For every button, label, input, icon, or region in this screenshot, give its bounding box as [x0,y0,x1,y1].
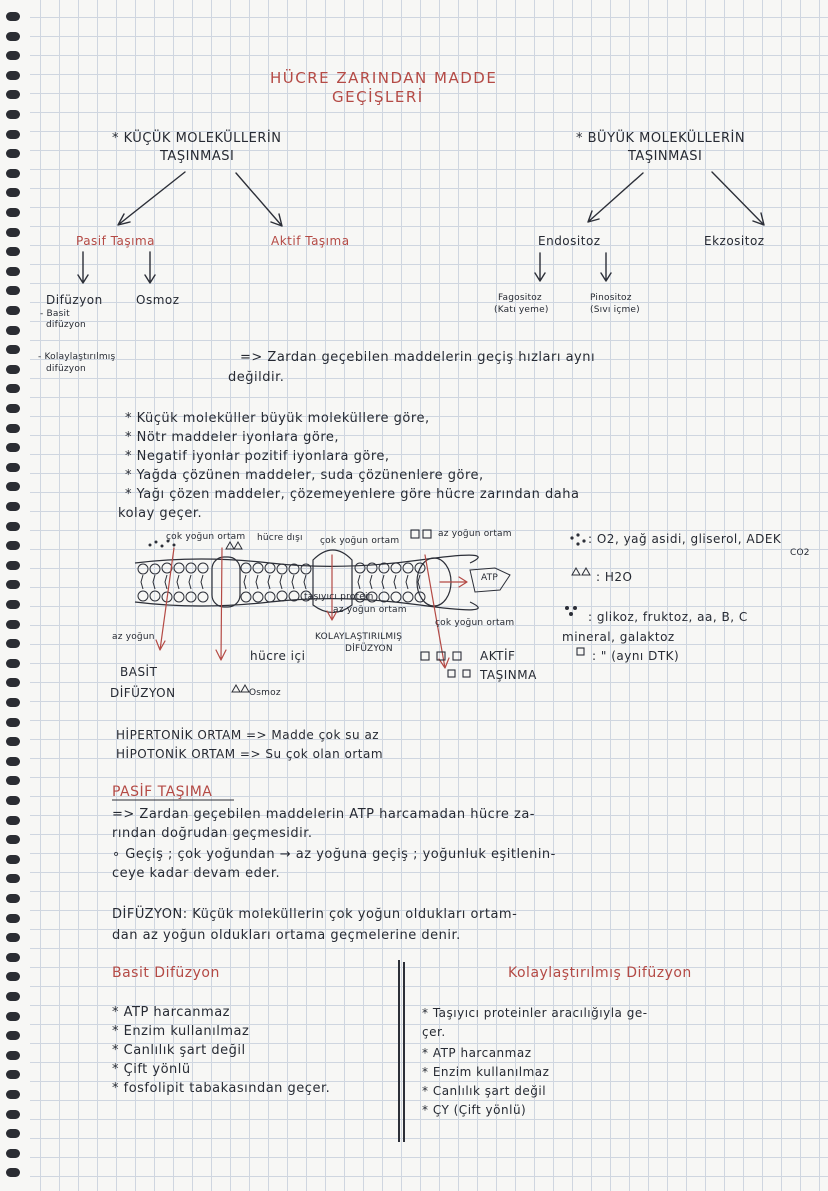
small-molecules-heading-2: TAŞINMASI [160,149,235,164]
passive-line-2: rından doğrudan geçmesidir. [112,826,313,841]
rule-6: kolay geçer. [118,506,203,521]
atp-label: ATP [481,573,498,583]
page-title-line2: GEÇİŞLERİ [332,88,424,106]
rule-5: * Yağı çözen maddeler, çözemeyenlere göre hücre zarından daha [125,487,580,502]
facilitated-item-5: * Canlılık şart değil [422,1084,547,1098]
legend-row-4: : " (aynı DTK) [592,649,680,663]
legend-row-2: : H2O [596,570,633,584]
small-molecules-heading: * KÜÇÜK MOLEKÜLLERİN [112,131,282,146]
comparison-divider-1 [398,960,400,1142]
arrow-to-active [236,173,282,226]
simple-item-1: * ATP harcanmaz [112,1005,230,1020]
less-dense-label: az yoğun [112,632,155,642]
simple-item-5: * fosfolipit tabakasından geçer. [112,1081,331,1096]
phagocytosis-node: Fagositoz [498,293,542,303]
rate-note-2: değildir. [228,370,285,385]
pinocytosis-node: Pinositoz [590,293,632,303]
facilitated-item-3: * ATP harcanmaz [422,1046,532,1060]
diffusion-definition-2: dan az yoğun oldukları ortama geçmelerine denir. [112,928,461,943]
simple-item-2: * Enzim kullanılmaz [112,1024,250,1039]
channel-protein [212,557,240,607]
less-dense-top-label: az yoğun ortam [438,529,512,539]
legend-row-1-sub: CO2 [790,548,810,558]
simple-diffusion-node-2: difüzyon [46,320,86,330]
active-transport-label-2: TAŞINMA [480,668,537,682]
page-title: HÜCRE ZARINDAN MADDE [270,69,498,87]
carrier-protein-label: taşıyıcı protein [304,592,374,602]
facilitated-item-6: * ÇY (Çift yönlü) [422,1103,527,1117]
passive-line-3: ∘ Geçiş ; çok yoğundan → az yoğuna geçiş ; yoğunluk eşitlenin- [112,847,556,862]
comparison-divider-2 [403,962,405,1142]
large-molecules-heading-2: TAŞINMASI [628,149,703,164]
dense-medium-label: çok yoğun ortam [166,532,246,542]
inside-cell-label: hücre içi [250,649,306,663]
facilitated-label-2: DİFÜZYON [345,644,393,654]
arrow-to-endocytosis [588,173,643,222]
diffusion-node: Difüzyon [46,293,103,307]
simple-diffusion-label: BASİT [120,665,158,679]
simple-diffusion-label-2: DİFÜZYON [110,686,176,700]
passive-section-heading: PASİF TAŞIMA [112,784,213,800]
diffusion-definition: DİFÜZYON: Küçük moleküllerin çok yoğun oldukları ortam- [112,907,518,922]
outside-cell-label: hücre dışı [257,533,303,543]
arrow-to-osmosis [145,252,155,283]
facilitated-diffusion-node-2: difüzyon [46,364,86,374]
arrow-to-pinocytosis [601,253,611,281]
facilitated-label: KOLAYLAŞTIRILMIŞ [315,632,403,642]
arrow-to-exocytosis [712,172,764,225]
arrow-to-phagocytosis [535,253,545,281]
simple-item-4: * Çift yönlü [112,1062,191,1077]
facilitated-item-4: * Enzim kullanılmaz [422,1065,550,1079]
legend-row-3: : glikoz, fruktoz, aa, B, C [588,610,748,624]
active-transport-node: Aktif Taşıma [271,234,350,248]
legend-row-1: : O2, yağ asidi, gliserol, ADEK [588,532,782,546]
rate-note: => Zardan geçebilen maddelerin geçiş hızları aynı [240,350,596,365]
large-molecules-heading: * BÜYÜK MOLEKÜLLERİN [576,131,746,146]
phagocytosis-node-2: (Katı yeme) [494,305,549,315]
exocytosis-node: Ekzositoz [704,234,765,248]
dense-right-label: çok yoğun ortam [435,618,515,628]
hypertonic-line: HİPERTONİK ORTAM => Madde çok su az [116,728,380,742]
passive-transport-node: Pasif Taşıma [76,234,156,248]
arrow-to-passive [118,172,185,225]
arrow-to-diffusion [78,252,88,283]
rule-4: * Yağda çözünen maddeler, suda çözünenlere göre, [125,468,484,483]
rule-2: * Nötr maddeler iyonlara göre, [125,430,340,445]
osmosis-label: Osmoz [249,688,281,698]
simple-diffusion-node: - Basit [40,309,70,319]
dense-medium-label-2: çok yoğun ortam [320,536,400,546]
rule-3: * Negatif iyonlar pozitif iyonlara göre, [125,449,390,464]
facilitated-diffusion-node: - Kolaylaştırılmış [38,352,116,362]
osmosis-node: Osmoz [136,293,180,307]
endocytosis-node: Endositoz [538,234,601,248]
facilitated-item-2: çer. [422,1025,446,1039]
cell-membrane [135,550,478,613]
pinocytosis-node-2: (Sıvı içme) [590,305,640,315]
passive-line-1: => Zardan geçebilen maddelerin ATP harcamadan hücre za- [112,807,535,822]
legend-row-3-2: mineral, galaktoz [562,630,675,644]
facilitated-item-1: * Taşıyıcı proteinler aracılığıyla ge- [422,1006,648,1020]
simple-item-3: * Canlılık şart değil [112,1043,246,1058]
hypotonic-line: HİPOTONİK ORTAM => Su çok olan ortam [116,747,384,761]
active-transport-label: AKTİF [480,649,516,663]
passive-line-4: ceye kadar devam eder. [112,866,281,881]
facilitated-diffusion-heading: Kolaylaştırılmış Difüzyon [508,965,692,981]
simple-diffusion-heading: Basit Difüzyon [112,965,220,981]
rule-1: * Küçük moleküller büyük moleküllere göre, [125,411,430,426]
less-dense-channel-label: az yoğun ortam [333,605,407,615]
